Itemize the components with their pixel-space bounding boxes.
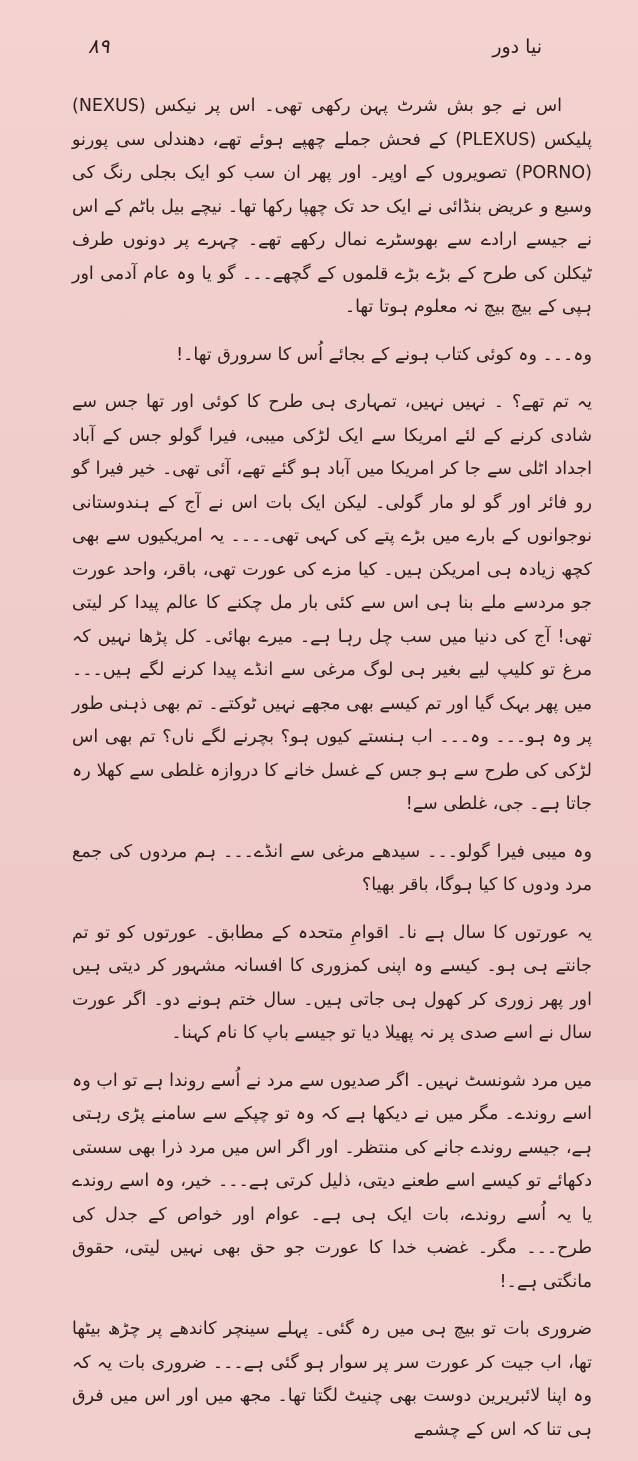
paragraph: یہ عورتوں کا سال ہے نا۔ اقوامِ متحدہ کے مطابق۔ عورتوں کو تو تم جانتے ہی ہو۔ کیسے وہ اپنی کمزوری کا افسانہ مشہور کر دیتی ہیں اور پھر زوری کر کھول ہی جاتی ہیں۔ سال ختم ہونے دو۔ اگر عورت سال نے اسے صدی پر نہ پھیلا دیا تو جیسے باپ کا نام کہنا۔ [72, 922, 592, 1043]
running-title: نیا دور [492, 36, 542, 58]
body-text [72, 90, 592, 1461]
paragraph: وہ۔۔۔ وہ کوئی کتاب ہونے کے بجائے اُس کا سرورق تھا۔! [176, 344, 592, 365]
paragraph: وہ میبی فیرا گولو۔۔۔ سیدھے مرغی سے انڈے۔۔۔ ہم مردوں کی جمع مرد ودوں کا کیا ہوگا، باقر بھیا؟ [72, 841, 592, 895]
paragraph: میں مرد شونسٹ نہیں۔ اگر صدیوں سے مرد نے اُسے روندا ہے تو اب وہ اسے روندے۔ مگر میں نے دیکھا ہے کہ وہ تو چپکے سے سامنے پڑی رہتی ہے، جیسے روندے جانے کی منتظر۔ اور اگر اس میں مرد ذرا بھی سستی دکھائے تو کیسے اسے طعنے دیتی، ذلیل کرتی ہے۔۔۔ خیر، وہ اسے روندے یا یہ اُسے روندے، بات ایک ہی ہے۔ عوام اور خواص کے جدل کی طرح۔۔۔ مگر۔ غضب خدا کا عورت جو حق بھی نہیں لیتی، حقوق مانگتی ہے۔! [72, 1070, 592, 1292]
paragraph: اس نے جو بش شرٹ پہن رکھی تھی۔ اس پر نیکس (NEXUS) پلیکس (PLEXUS) کے فحش جملے چھپے ہوئے تھے، دھندلی سی پورنو (PORNO) تصویروں کے اوپر۔ اور پھر ان سب کو ایک بجلی رنگ کی وسیع و عریض بنڈائی نے ایک حد تک چھپا رکھا تھا۔ نیچے بیل باٹم کے اس نے جیسے ارادے سے بھوسٹرے نمال رکھے تھے۔ چہرے پر دونوں طرف ٹیکلن کی طرح کے بڑے بڑے قلموں کے گچھے۔۔۔ گو یا وہ عام آدمی اور ہپی کے بیچ بیچ نہ معلوم ہوتا تھا۔ [72, 96, 592, 317]
page-header [0, 34, 638, 74]
paragraph: ضروری بات تو بیچ ہی میں رہ گئی۔ پہلے سینچر کاندھے پر چڑھ بیٹھا تھا، اب جیت کر عورت سر پر سوار ہو گئی ہے۔۔۔ ضروری بات یہ کہ وہ اپنا لائبریرین دوست بھی چنیٹ لگتا تھا۔ مجھ میں اور اس میں فرق ہی تنا کہ اس کے چشمے [72, 1319, 592, 1440]
page-number: ۸۹ [88, 34, 110, 58]
paragraph: یہ تم تھے؟ ۔ نہیں نہیں، تمہاری ہی طرح کا کوئی اور تھا جس سے شادی کرنے کے لئے امریکا سے ایک لڑکی میبی، فیرا گولو جس کے آباد اجداد اٹلی سے جا کر امریکا میں آباد ہو گئے تھے، آئی تھی۔ خیر فیرا گو رو فائر اور گو لو مار گولی۔ لیکن ایک بات اس نے آج کے ہندوستانی نوجوانوں کے بارے میں بڑے پتے کی کہی تھی۔۔۔۔ یہ امریکیوں سے بھی کچھ زیادہ ہی امریکن ہیں۔ کیا مزے کی عورت تھی، باقر، واحد عورت جو مردسے ملے بنا ہی اس سے کئی بار مل چکنے کا عالم پیدا کر لیتی تھی! آج کی دنیا میں سب چل رہا ہے۔ میرے بھائی۔ کل پڑھا نہیں کہ مرغ تو کلیپ لیے بغیر ہی لوگ مرغی سے انڈے پیدا کرنے لگے ہیں۔۔۔ میں پھر بہک گیا اور تم کیسے بھی مجھے نہیں ٹوکتے۔ تم بھی ذہنی طور پر وہ ہو۔۔۔ وہ۔۔۔ اب ہنستے کیوں ہو؟ بچرنے لگے ناں؟ تم بھی اس لڑکی کی طرح سے ہو جس کے غسل خانے کا دروازہ غلطی سے کھلا رہ جاتا ہے۔ جی، غلطی سے! [72, 392, 592, 814]
